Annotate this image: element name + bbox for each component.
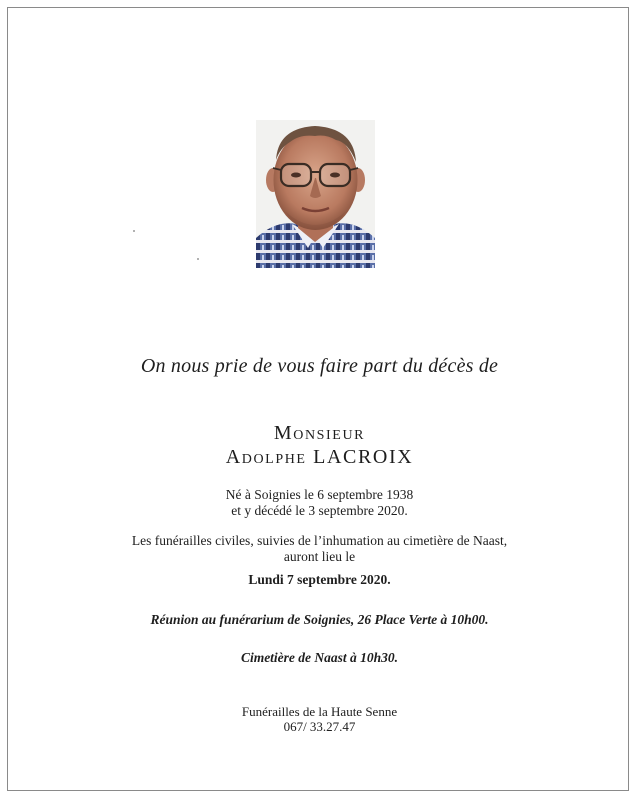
scan-speck: [197, 258, 199, 260]
funeral-description: Les funérailles civiles, suivies de l’inhumation au cimetière de Naast,: [131, 533, 508, 548]
cemetery-time: Cimetière de Naast à 10h30.: [240, 650, 399, 665]
announcement-intro: On nous prie de vous faire part du décès de: [140, 355, 499, 377]
deceased-salutation: Monsieur: [273, 422, 366, 444]
deceased-name: Adolphe LACROIX: [225, 446, 414, 468]
funeral-meeting: Réunion au funérarium de Soignies, 26 Place Verte à 10h00.: [150, 612, 489, 627]
funeral-description-continued: auront lieu le: [283, 549, 356, 564]
portrait-photo: [256, 120, 375, 268]
scan-speck: [133, 230, 135, 232]
funeral-date: Lundi 7 septembre 2020.: [248, 572, 391, 587]
birth-line: Né à Soignies le 6 septembre 1938: [225, 487, 414, 502]
funeral-agency-name: Funérailles de la Haute Senne: [241, 704, 398, 719]
funeral-agency-phone: 067/ 33.27.47: [283, 719, 356, 734]
death-line: et y décédé le 3 septembre 2020.: [231, 503, 408, 518]
